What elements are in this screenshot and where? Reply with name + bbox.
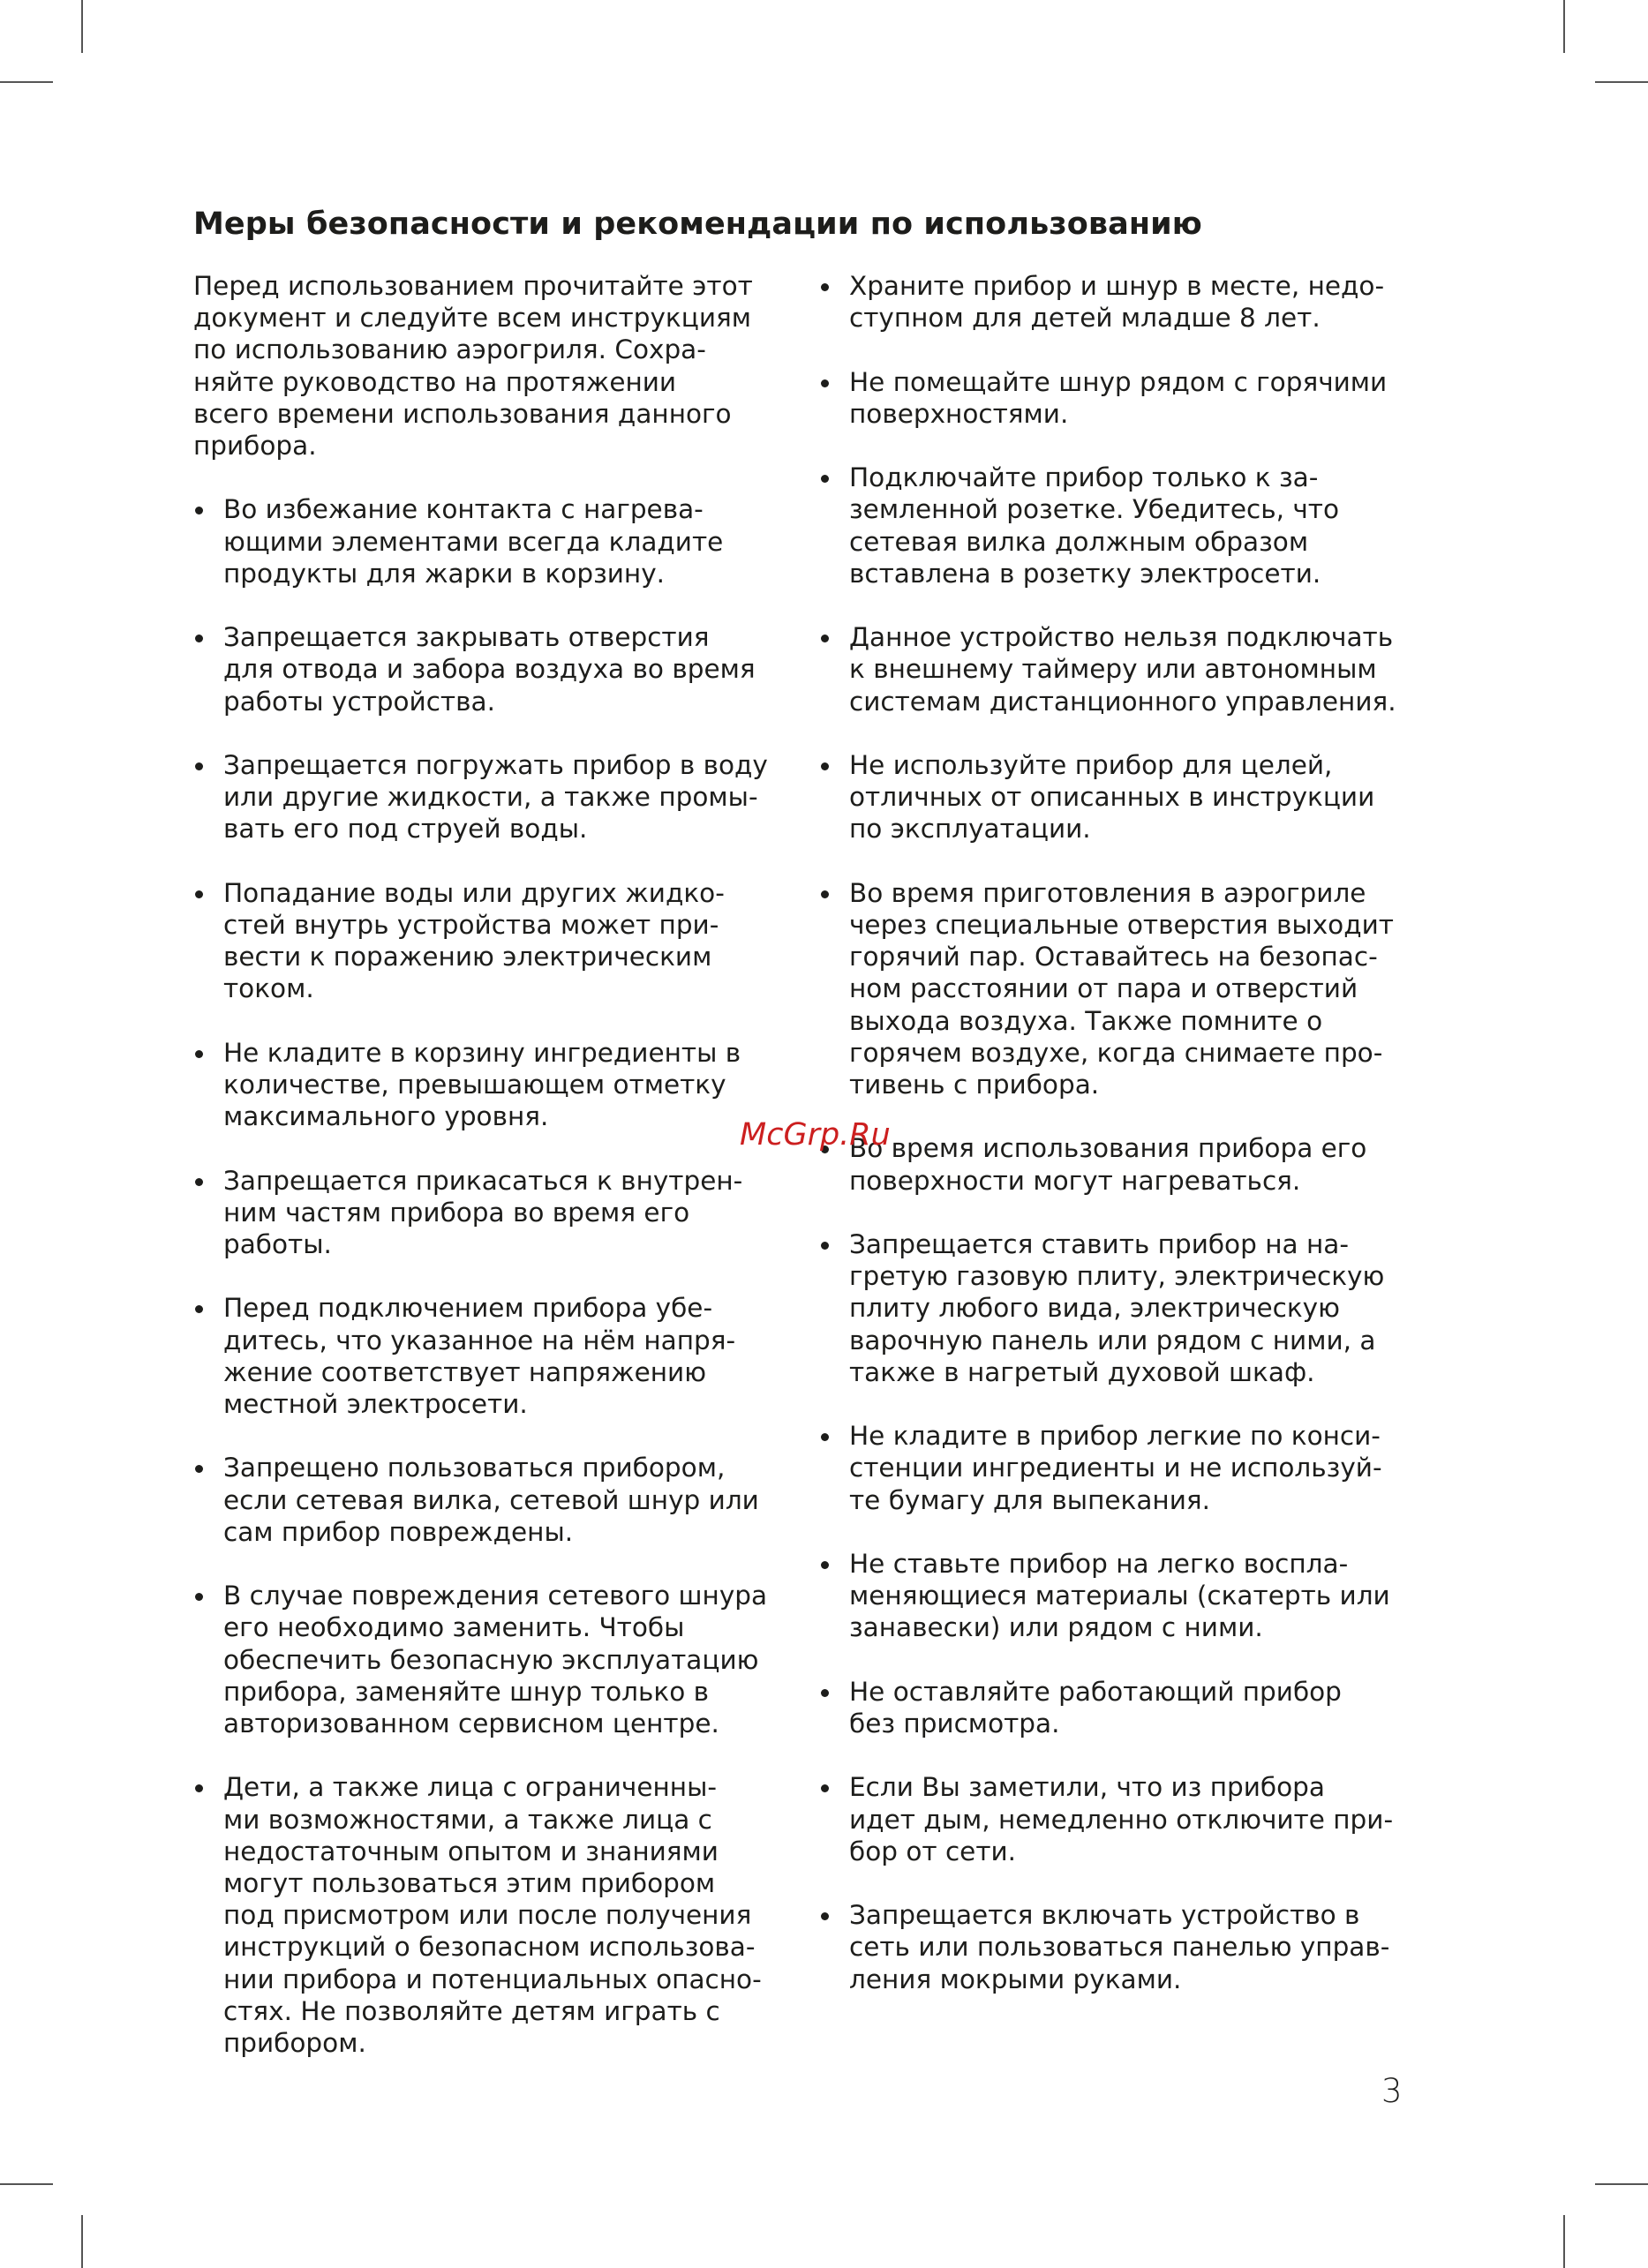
crop-mark-top-right-vertical xyxy=(1563,0,1565,53)
bullet-icon xyxy=(821,1561,829,1569)
safety-list-item xyxy=(193,877,786,1005)
crop-mark-bottom-right-vertical xyxy=(1563,2215,1565,2268)
page-title: Меры безопасности и рекомендации по использованию xyxy=(193,207,1202,242)
right-bullet-list xyxy=(819,270,1437,1995)
bullet-icon xyxy=(821,1784,829,1792)
bullet-icon xyxy=(821,635,829,642)
safety-list-item xyxy=(819,462,1437,590)
safety-list-item xyxy=(193,1771,786,2059)
safety-list-item xyxy=(819,1771,1437,1867)
bullet-icon xyxy=(195,1784,203,1792)
safety-item-text: Не кладите в прибор легкие по конси- стенции ингредиенты и не используй- те бумагу для выпекания. xyxy=(849,1421,1382,1515)
safety-item-text: Попадание воды или других жидко- стей внутрь устройства может при- вести к поражению электрическим током. xyxy=(223,877,725,1004)
safety-item-text: Запрещается включать устройство в сеть или пользоваться панелью управ- ления мокрыми руками. xyxy=(849,1900,1390,1994)
watermark: McGrp.Ru xyxy=(740,1117,891,1153)
safety-list-item xyxy=(819,1548,1437,1644)
crop-mark-top-right-horizontal xyxy=(1595,81,1648,83)
bullet-icon xyxy=(195,1465,203,1473)
bullet-icon xyxy=(195,762,203,770)
bullet-icon xyxy=(821,890,829,898)
safety-list-item xyxy=(819,877,1437,1100)
safety-list-item xyxy=(193,1292,786,1420)
intro-paragraph: Перед использованием прочитайте этот документ и следуйте всем инструкциям по использованию аэрогриля. Сохра- няйте руководство на протяжении всего времени использования данного прибора. xyxy=(193,271,753,462)
bullet-icon xyxy=(821,762,829,770)
safety-list-item xyxy=(193,1165,786,1261)
safety-list-item xyxy=(193,621,786,717)
crop-mark-top-left-horizontal xyxy=(0,81,53,83)
safety-item-text: Во время приготовления в аэрогриле через специальные отверстия выходит горячий пар. Оставайтесь на безопас- ном расстоянии от пара и отверстий выхода воздуха. Также помните о горячем воздухе, когда снимаете про- тивень с прибора. xyxy=(849,877,1394,1100)
left-column xyxy=(193,270,786,2091)
bullet-icon xyxy=(821,1242,829,1250)
bullet-icon xyxy=(821,1689,829,1697)
safety-item-text: Подключайте прибор только к за- земленной розетке. Убедитесь, что сетевая вилка должным образом вставлена в розетку электросети. xyxy=(849,462,1340,589)
bullet-icon xyxy=(195,1178,203,1186)
bullet-icon xyxy=(195,1305,203,1313)
safety-list-item xyxy=(819,1899,1437,1995)
safety-list-item xyxy=(819,1420,1437,1516)
safety-list-item xyxy=(193,749,786,845)
bullet-icon xyxy=(821,1912,829,1920)
crop-mark-bottom-right-horizontal xyxy=(1595,2183,1648,2185)
safety-item-text: Дети, а также лица с ограниченны- ми возможностями, а также лица с недостаточным опытом и знаниями могут пользоваться этим прибором под присмотром или после получения инструкций о безопасном использова- нии прибора и потенциальных опасно- стях. Не позволяйте детям играть с прибором. xyxy=(223,1772,762,2059)
safety-list-item xyxy=(819,621,1437,717)
safety-list-item xyxy=(819,270,1437,334)
right-column xyxy=(819,270,1437,2027)
safety-item-text: Данное устройство нельзя подключать к внешнему таймеру или автономным системам дистанционного управления. xyxy=(849,622,1396,717)
bullet-icon xyxy=(195,1050,203,1058)
bullet-icon xyxy=(195,1593,203,1601)
bullet-icon xyxy=(195,507,203,514)
safety-list-item xyxy=(193,1037,786,1133)
safety-item-text: Запрещено пользоваться прибором, если сетевая вилка, сетевой шнур или сам прибор повреждены. xyxy=(223,1453,759,1547)
safety-item-text: Если Вы заметили, что из прибора идет дым, немедленно отключите при- бор от сети. xyxy=(849,1772,1394,1866)
bullet-icon xyxy=(821,283,829,291)
bullet-icon xyxy=(195,635,203,642)
safety-item-text: Запрещается прикасаться к внутрен- ним частям прибора во время его работы. xyxy=(223,1165,743,1259)
page-number: 3 xyxy=(1381,2072,1403,2110)
crop-mark-bottom-left-horizontal xyxy=(0,2183,53,2185)
safety-item-text: В случае повреждения сетевого шнура его необходимо заменить. Чтобы обеспечить безопасную эксплуатацию прибора, заменяйте шнур только в авторизованном сервисном центре. xyxy=(223,1581,768,1739)
safety-item-text: Перед подключением прибора убе- дитесь, что указанное на нём напря- жение соответствует напряжению местной электросети. xyxy=(223,1293,736,1419)
safety-list-item xyxy=(819,1228,1437,1388)
safety-list-item xyxy=(193,1452,786,1548)
safety-list-item xyxy=(819,366,1437,430)
bullet-icon xyxy=(821,475,829,483)
safety-list-item xyxy=(819,1676,1437,1739)
safety-item-text: Во избежание контакта с нагрева- ющими элементами всегда кладите продукты для жарки в корзину. xyxy=(223,494,724,589)
crop-mark-bottom-left-vertical xyxy=(81,2215,83,2268)
safety-list-item xyxy=(193,493,786,590)
bullet-icon xyxy=(821,1433,829,1441)
crop-mark-top-left-vertical xyxy=(81,0,83,53)
safety-item-text: Храните прибор и шнур в месте, недо- ступном для детей младше 8 лет. xyxy=(849,271,1385,334)
safety-item-text: Не кладите в корзину ингредиенты в количестве, превышающем отметку максимального уровня. xyxy=(223,1037,741,1132)
safety-item-text: Во время использования прибора его поверхности могут нагреваться. xyxy=(849,1133,1367,1196)
safety-list-item xyxy=(819,1132,1437,1196)
left-bullet-list xyxy=(193,493,786,2059)
safety-item-text: Запрещается ставить прибор на на- гретую газовую плиту, электрическую плиту любого вида, электрическую варочную панель или рядом с ними, а также в нагретый духовой шкаф. xyxy=(849,1228,1385,1387)
safety-list-item xyxy=(193,1580,786,1739)
safety-item-text: Не оставляйте работающий прибор без присмотра. xyxy=(849,1676,1342,1739)
safety-item-text: Запрещается погружать прибор в воду или другие жидкости, а также промы- вать его под струей воды. xyxy=(223,750,768,845)
safety-item-text: Не используйте прибор для целей, отличных от описанных в инструкции по эксплуатации. xyxy=(849,749,1375,845)
safety-item-text: Не помещайте шнур рядом с горячими поверхностями. xyxy=(849,366,1388,429)
safety-item-text: Запрещается закрывать отверстия для отвода и забора воздуха во время работы устройства. xyxy=(223,622,756,717)
safety-list-item xyxy=(819,749,1437,845)
bullet-icon xyxy=(821,379,829,387)
bullet-icon xyxy=(195,890,203,898)
safety-item-text: Не ставьте прибор на легко воспла- меняющиеся материалы (скатерть или занавески) или рядом с ними. xyxy=(849,1548,1390,1643)
